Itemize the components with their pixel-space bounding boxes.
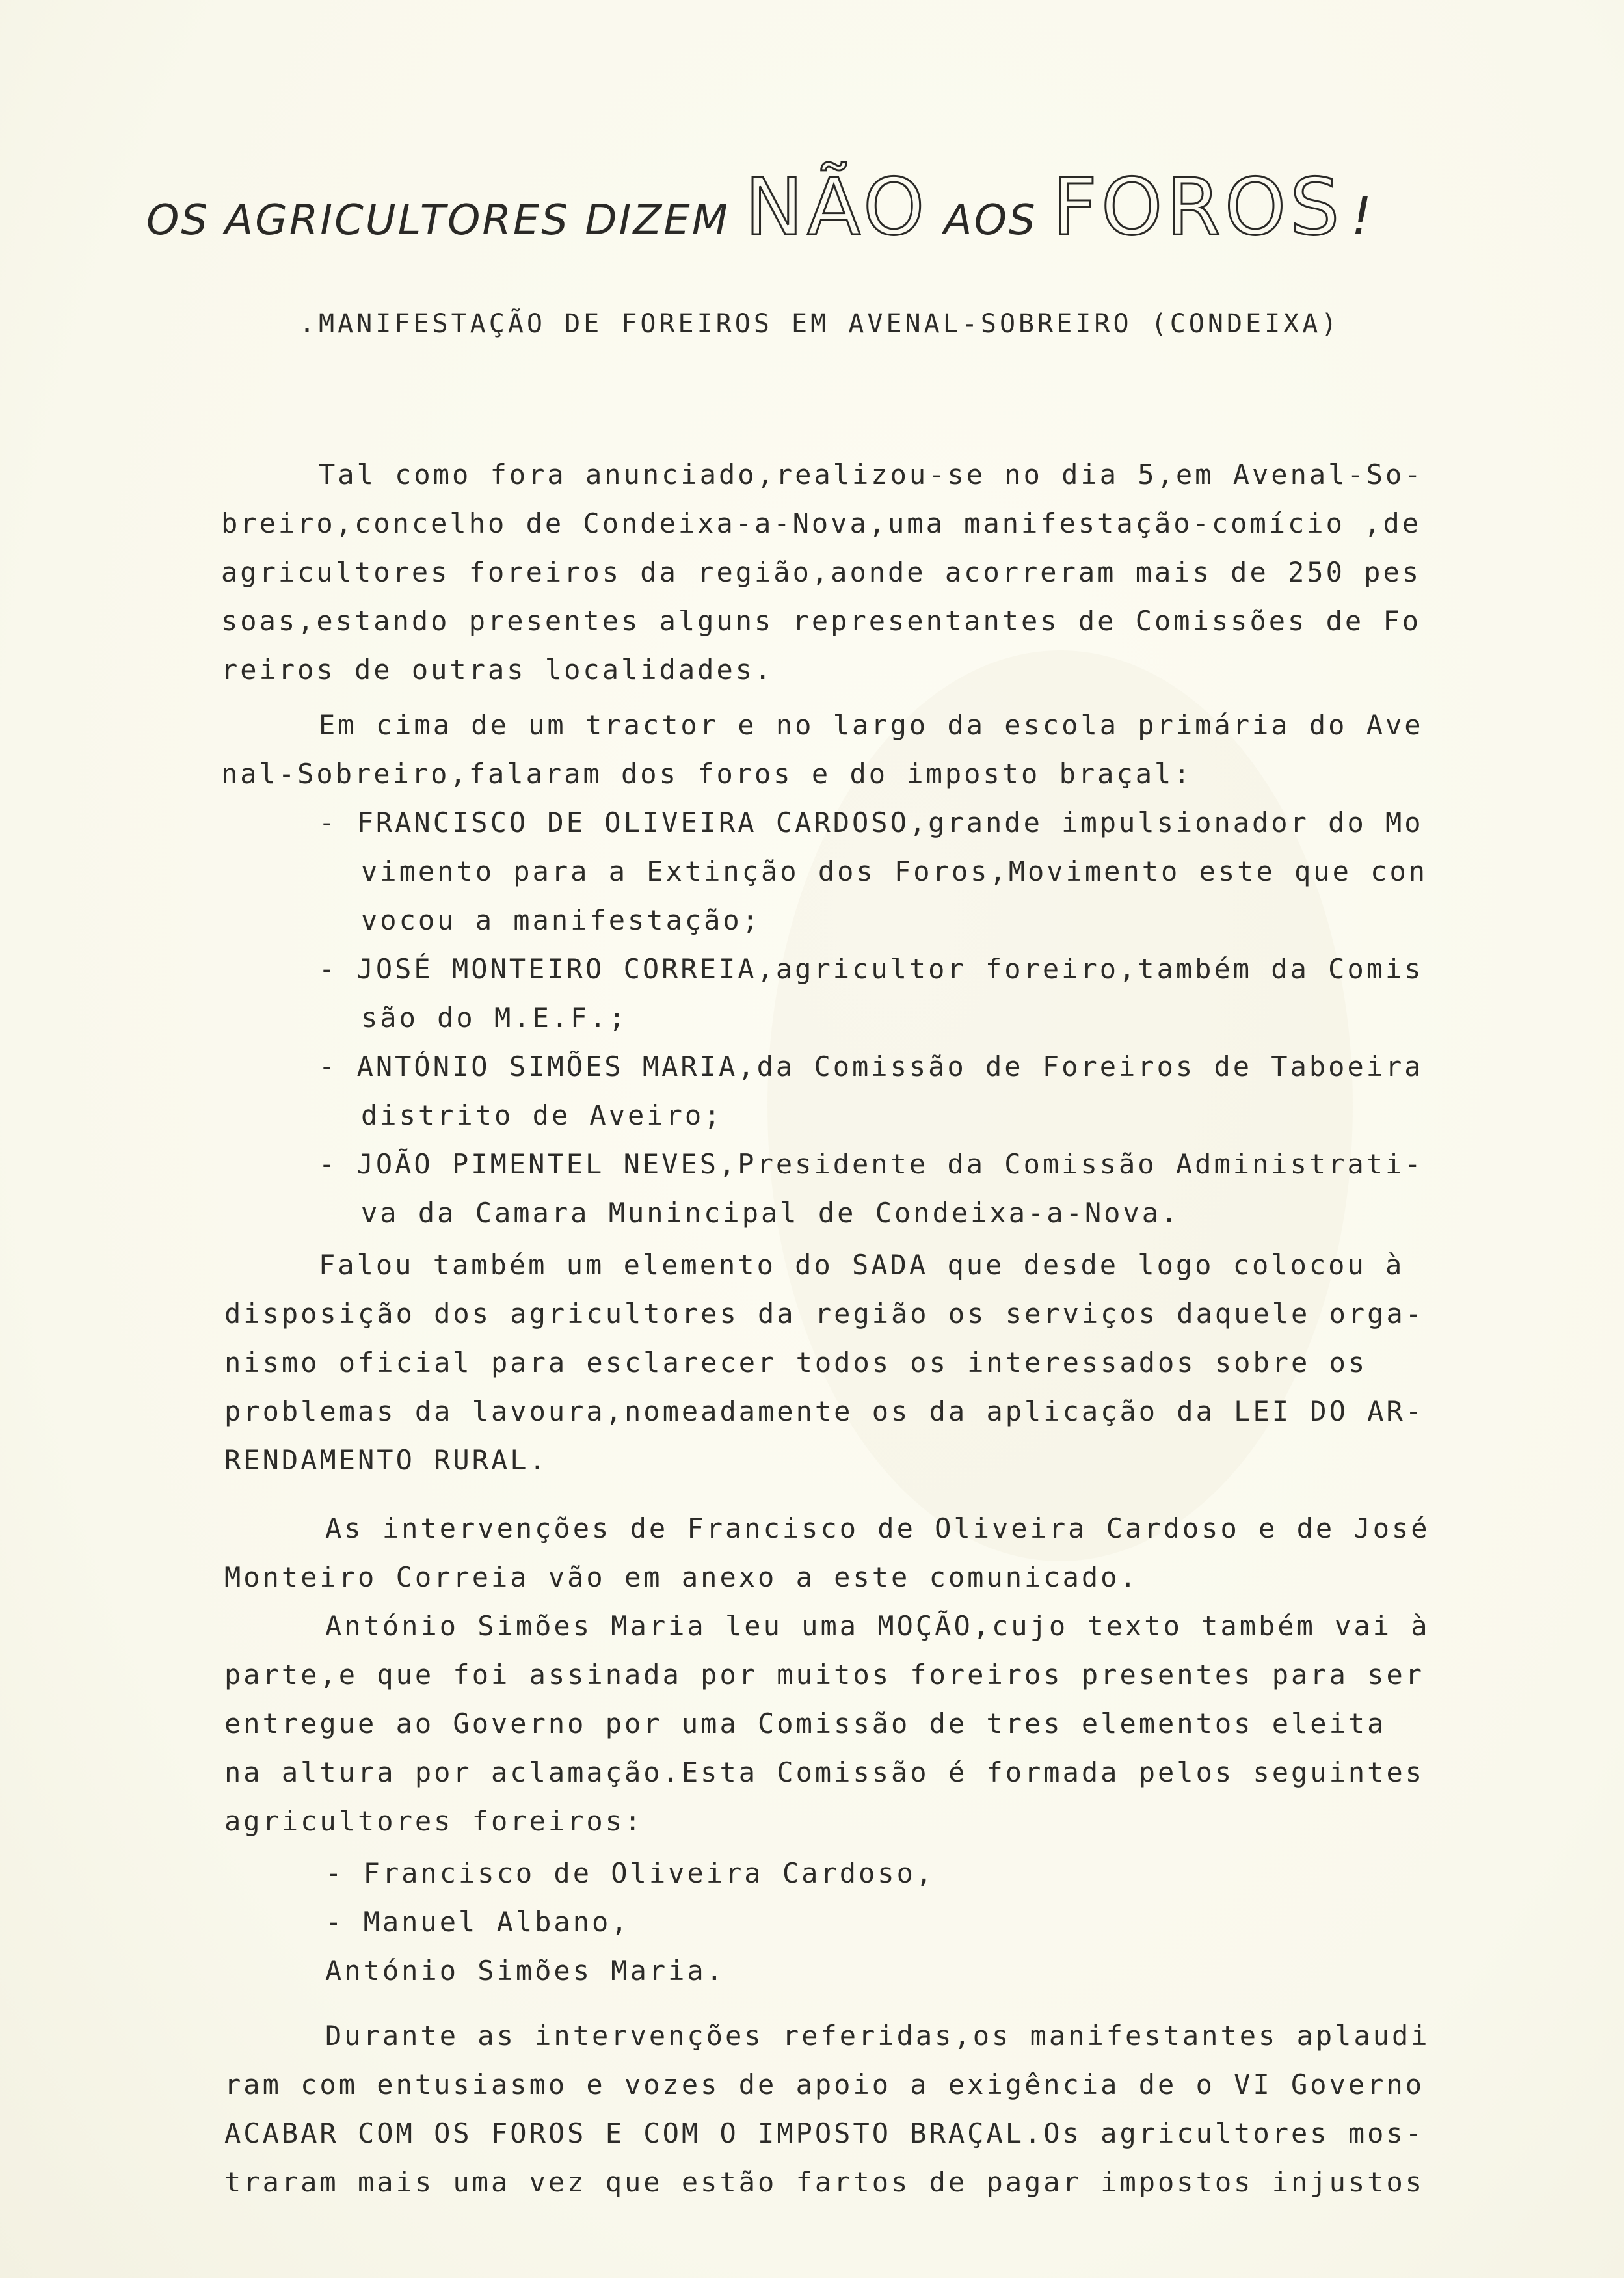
body-line: nismo oficial para esclarecer todos os interessados sobre os: [224, 1347, 1368, 1378]
body-line: soas,estando presentes alguns representantes de Comissões de Fo: [221, 605, 1422, 637]
body-line: vocou a manifestação;: [361, 904, 762, 936]
body-line: ACABAR COM OS FOROS E COM O IMPOSTO BRAÇAL.Os agricultores mos-: [224, 2117, 1425, 2149]
body-line: na altura por aclamação.Esta Comissão é formada pelos seguintes: [224, 1756, 1425, 1788]
headline: [146, 163, 1512, 273]
body-line: RENDAMENTO RURAL.: [224, 1444, 548, 1476]
headline-aos: AOS: [928, 196, 1052, 245]
body-line: disposição dos agricultores da região os serviços daquele orga-: [224, 1298, 1425, 1330]
list-item: - JOÃO PIMENTEL NEVES,Presidente da Comissão Administrati-: [319, 1148, 1424, 1180]
subtitle-bullet: .: [299, 309, 319, 339]
body-line: parte,e que foi assinada por muitos foreiros presentes para ser: [224, 1659, 1425, 1691]
body-line: va da Camara Munincipal de Condeixa-a-Nova.: [361, 1197, 1180, 1229]
body-line: Tal como fora anunciado,realizou-se no dia 5,em Avenal-So-: [319, 459, 1424, 490]
headline-foros: FOROS: [1052, 163, 1344, 253]
headline-nao: NÃO: [745, 163, 929, 253]
headline-lead: OS AGRICULTORES DIZEM: [146, 196, 745, 245]
list-item: - Manuel Albano,: [325, 1906, 630, 1938]
body-line: breiro,concelho de Condeixa-a-Nova,uma manifestação-comício ,de: [221, 507, 1422, 539]
subtitle-text: MANIFESTAÇÃO DE FOREIROS EM AVENAL-SOBREIRO (CONDEIXA): [319, 309, 1340, 339]
body-line: reiros de outras localidades.: [221, 654, 774, 686]
body-line: vimento para a Extinção dos Foros,Movimento este que con: [361, 855, 1428, 887]
body-line: Falou também um elemento do SADA que desde logo colocou à: [319, 1249, 1405, 1281]
list-item: - FRANCISCO DE OLIVEIRA CARDOSO,grande impulsionador do Mo: [319, 807, 1424, 838]
list-item: - ANTÓNIO SIMÕES MARIA,da Comissão de Foreiros de Taboeira: [319, 1051, 1424, 1082]
body-line: são do M.E.F.;: [361, 1002, 628, 1034]
body-line: traram mais uma vez que estão fartos de pagar impostos injustos: [224, 2166, 1425, 2198]
body-line: Monteiro Correia vão em anexo a este comunicado.: [224, 1561, 1139, 1593]
body-line: ram com entusiasmo e vozes de apoio a exigência de o VI Governo: [224, 2069, 1425, 2100]
body-line: As intervenções de Francisco de Oliveira Cardoso e de José: [325, 1512, 1430, 1544]
body-line: problemas da lavoura,nomeadamente os da aplicação da LEI DO AR-: [224, 1395, 1425, 1427]
body-line: Durante as intervenções referidas,os manifestantes aplaudi: [325, 2020, 1430, 2052]
list-item: - JOSÉ MONTEIRO CORREIA,agricultor foreiro,também da Comis: [319, 953, 1424, 985]
body-line: agricultores foreiros:: [224, 1805, 644, 1837]
body-line: agricultores foreiros da região,aonde acorreram mais de 250 pes: [221, 556, 1422, 588]
headline-exclaim: !: [1351, 186, 1374, 247]
body-line: distrito de Aveiro;: [361, 1099, 723, 1131]
list-item: António Simões Maria.: [325, 1955, 726, 1987]
subtitle: [299, 309, 1340, 339]
list-item: - Francisco de Oliveira Cardoso,: [325, 1857, 935, 1889]
body-line: nal-Sobreiro,falaram dos foros e do imposto braçal:: [221, 758, 1193, 790]
body-line: entregue ao Governo por uma Comissão de tres elementos eleita: [224, 1708, 1387, 1739]
body-line: Em cima de um tractor e no largo da escola primária do Ave: [319, 709, 1424, 741]
body-line: António Simões Maria leu uma MOÇÃO,cujo texto também vai à: [325, 1610, 1430, 1642]
